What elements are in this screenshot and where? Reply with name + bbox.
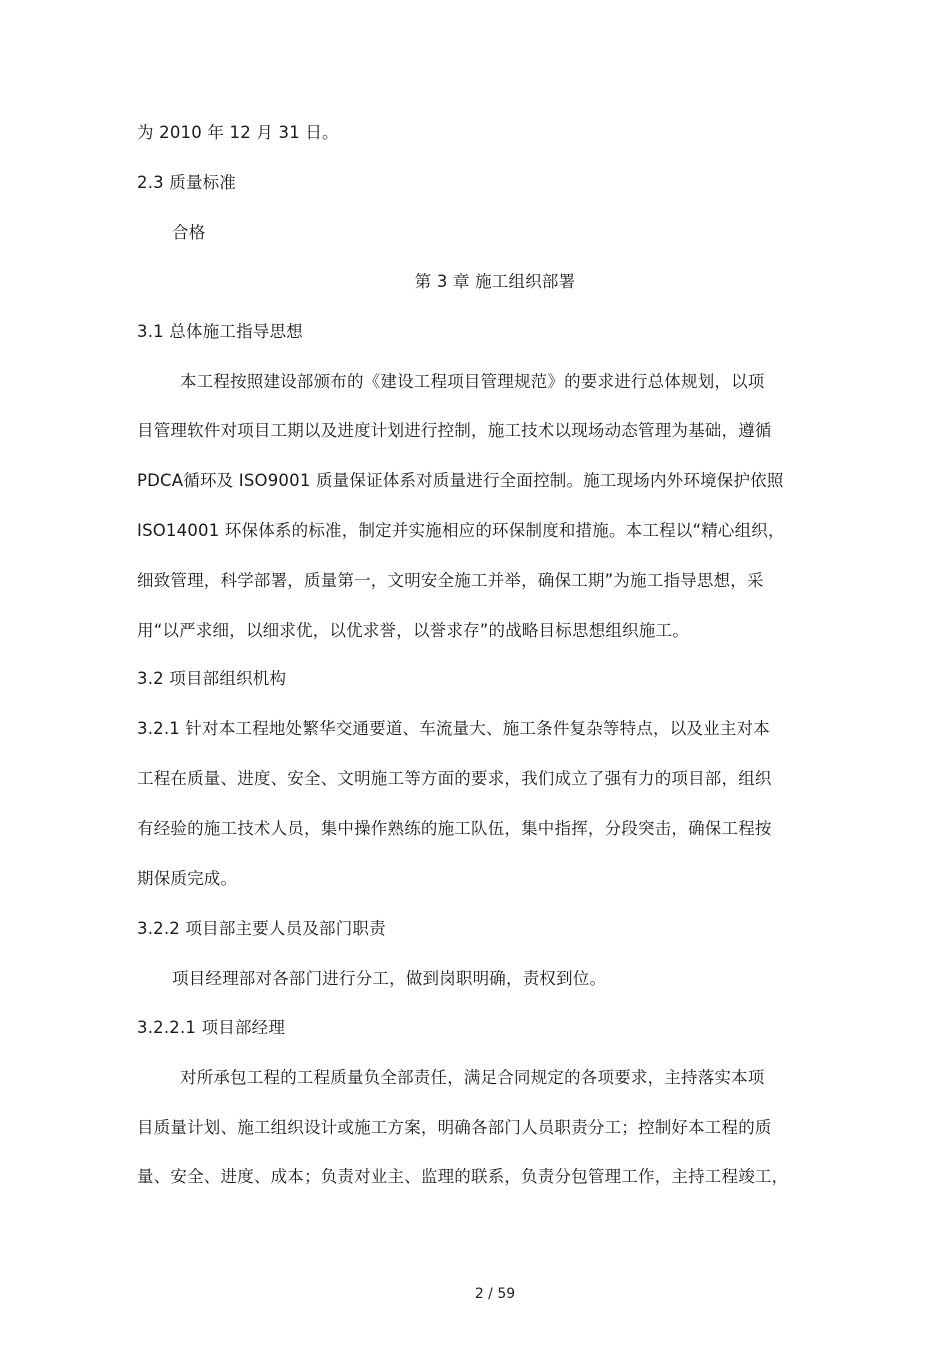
paragraph-line: 对所承包工程的工程质量负全部责任，满足合同规定的各项要求，主持落实本项 [180,1068,765,1087]
paragraph-line: 项目经理部对各部门进行分工，做到岗职明确，责权到位。 [172,969,607,988]
paragraph-line: 本工程按照建设部颁布的《建设工程项目管理规范》的要求进行总体规划，以项 [180,372,765,391]
section-heading: 3.1 总体施工指导思想 [137,322,303,341]
paragraph-line: 为 2010 年 12 月 31 日。 [137,123,339,142]
paragraph-line: 有经验的施工技术人员，集中操作熟练的施工队伍，集中指挥，分段突击，确保工程按 [137,819,772,838]
chapter-title: 第 3 章 施工组织部署 [414,272,576,291]
paragraph-line: 细致管理，科学部署，质量第一，文明安全施工并举，确保工期”为施工指导思想，采 [137,571,764,590]
paragraph-line: ISO14001 环保体系的标准，制定并实施相应的环保制度和措施。本工程以“精心组织， [137,521,785,540]
paragraph-line: 量、安全、进度、成本；负责对业主、监理的联系，负责分包管理工作，主持工程竣工， [137,1167,789,1186]
subsection-heading: 3.2.2.1 项目部经理 [137,1018,286,1037]
paragraph-line: 目质量计划、施工组织设计或施工方案，明确各部门人员职责分工；控制好本工程的质 [137,1118,772,1137]
paragraph-line: 期保质完成。 [137,869,238,888]
page-number: 2 / 59 [474,1286,516,1302]
section-heading: 2.3 质量标准 [137,173,237,192]
paragraph-line: 目管理软件对项目工期以及进度计划进行控制，施工技术以现场动态管理为基础，遵循 [137,421,772,440]
subsection-heading: 3.2.2 项目部主要人员及部门职责 [137,919,386,938]
paragraph-line: PDCA循环及 ISO9001 质量保证体系对质量进行全面控制。施工现场内外环境保护依照 [137,471,784,490]
paragraph-line: 工程在质量、进度、安全、文明施工等方面的要求，我们成立了强有力的项目部，组织 [137,769,772,788]
subsection-line: 3.2.1 针对本工程地处繁华交通要道、车流量大、施工条件复杂等特点，以及业主对本 [137,719,770,738]
paragraph-line: 用“以严求细，以细求优，以优求誉，以誉求存”的战略目标思想组织施工。 [137,621,689,640]
section-heading: 3.2 项目部组织机构 [137,669,287,688]
paragraph-line: 合格 [172,223,206,242]
